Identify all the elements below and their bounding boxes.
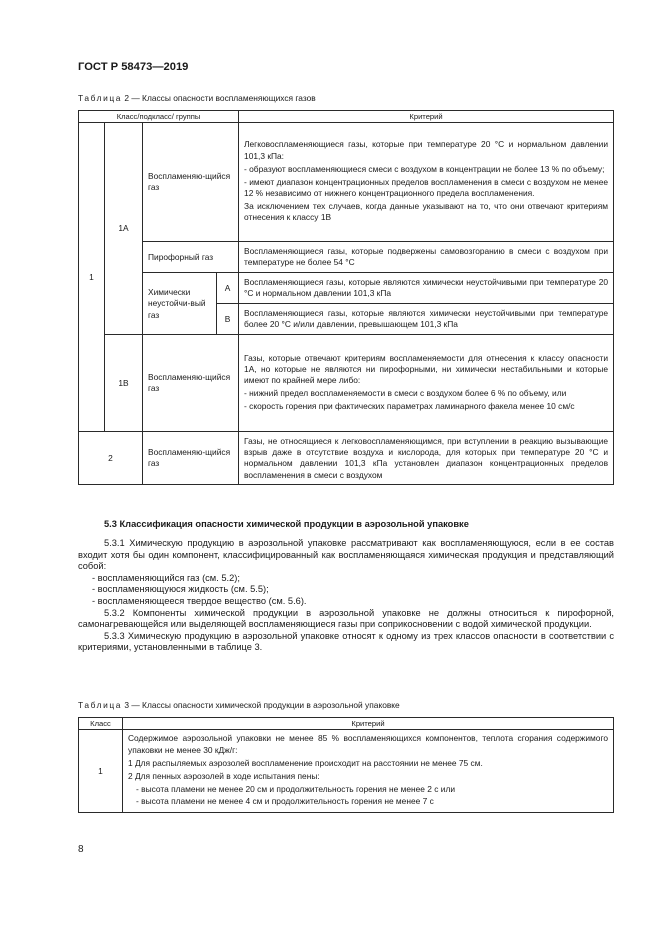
criterion-1a-line: - имеют диапазон концентрационных пределов воспламенения в смеси с воздухом не менее 12 % независимо от нижнего концентрационного предела воспламенения.: [244, 176, 609, 199]
table2-caption: [78, 93, 316, 103]
table3-caption-label: Таблица: [78, 700, 123, 710]
group-flammable-1a-cell: Воспламеняю-щийся газ: [143, 123, 239, 242]
page-number: 8: [78, 844, 84, 855]
criterion-1a-line: Легковоспламеняющиеся газы, которые при температуре 20 °С и нормальном давлении 101,3 кПа:: [244, 139, 609, 161]
section-heading: 5.3 Классификация опасности химической продукции в аэрозольной упаковке: [104, 519, 469, 529]
table2-header-criterion: Критерий: [239, 111, 614, 123]
criterion-1b-line: Газы, которые отвечают критериям воспламеняемости для отнесения к классу опасности 1А, но которые не являются ни пирофорными, ни химически нестабильными и которые имеют по крайней мере либо:: [244, 352, 609, 386]
section-body: [78, 538, 614, 654]
group-unstable-cell: Химически неустойчи-вый газ: [143, 273, 217, 335]
table3: [78, 717, 614, 813]
unstable-b-cell: В: [217, 304, 239, 335]
criterion-pyrophoric-cell: Воспламеняющиеся газы, которые подвержены самовозгоранию в смеси с воздухом при температуре не более 54 °С: [239, 242, 614, 273]
table2-caption-text: 2 — Классы опасности воспламеняющихся газов: [124, 93, 316, 103]
table3-criterion-line: - высота пламени не менее 4 см и продолжительность горения не менее 7 с: [136, 796, 434, 807]
list-item: - воспламеняющееся твердое вещество (см. 5.6).: [92, 595, 307, 606]
table-row: [79, 335, 614, 432]
table-row: [79, 432, 614, 485]
subclass-1a-cell: 1А: [105, 123, 143, 335]
criterion-1a-cell: [239, 123, 614, 242]
class-1-cell: 1: [79, 123, 105, 432]
table3-caption: [78, 700, 400, 710]
paragraph-5-3-2: 5.3.2 Компоненты химической продукции в аэрозольной упаковке не должны относиться к пирофорной, самонагревающейся или выделяющей воспламеняющиеся газы при соприкосновении с водой химической продукции.: [78, 607, 614, 630]
table3-caption-text: 3 — Классы опасности химической продукции в аэрозольной упаковке: [124, 700, 400, 710]
table3-criterion-line: - высота пламени не менее 20 см и продолжительность горения не менее 2 с или: [136, 783, 456, 794]
group-pyrophoric-cell: Пирофорный газ: [143, 242, 239, 273]
criterion-1b-cell: [239, 335, 614, 432]
table3-header-class: Класс: [79, 718, 123, 730]
paragraph-5-3-3: 5.3.3 Химическую продукцию в аэрозольной упаковке относят к одному из трех классов опасности в соответствии с критериями, установленными в таблице 3.: [78, 630, 614, 653]
table3-header-criterion: Критерий: [123, 718, 614, 730]
table3-criterion-line: 2 Для пенных аэрозолей в ходе испытания пены:: [128, 770, 320, 781]
table3-criterion-line: Содержимое аэрозольной упаковки не менее 85 % воспламеняющихся компонентов, теплота сгорания содержимого упаковки не менее 30 кДж/г:: [128, 733, 608, 755]
paragraph-5-3-1: 5.3.1 Химическую продукцию в аэрозольной упаковке рассматривают как воспламеняющуюся, если в ее состав входит хотя бы один компонент, классифицированный как воспламеняющаяся химическая продукция и представляющий собой:: [78, 538, 614, 572]
table3-class-1-cell: 1: [79, 730, 123, 813]
class-2-cell: 2: [79, 432, 143, 485]
table2-header-class: Класс/подкласс/ группы: [79, 111, 239, 123]
criterion-1a-line: За исключением тех случаев, когда данные указывают на то, что они отвечают критериям отнесения к классу 1В: [244, 201, 609, 223]
criterion-1b-line: - скорость горения при фактических параметрах ламинарного факела менее 10 см/с: [244, 401, 575, 412]
group-flammable-1b-cell: Воспламеняю-щийся газ: [143, 335, 239, 432]
group-flammable-2-cell: Воспламеняю-щийся газ: [143, 432, 239, 485]
table2-header-row: [79, 111, 614, 123]
table3-criterion-cell: [123, 730, 614, 813]
subclass-1b-cell: 1В: [105, 335, 143, 432]
table2: [78, 110, 614, 485]
unstable-a-cell: А: [217, 273, 239, 304]
list-item: - воспламеняющийся газ (см. 5.2);: [92, 572, 240, 583]
table-row: [79, 273, 614, 304]
table2-caption-label: Таблица: [78, 93, 123, 103]
criterion-unstable-b-cell: Воспламеняющиеся газы, которые являются химически неустойчивыми при температуре более 20 °С и/или давлении, превышающем 101,3 кПа: [239, 304, 614, 335]
table-row: [79, 730, 614, 813]
criterion-2-cell: Газы, не относящиеся к легковоспламеняющимся, при вступлении в реакцию вызывающие взрыв даже в отсутствие воздуха и кислорода, для которых при температуре 20 °С и нормальном давлении 101,3 кПа установлен диапазон концентрационных пределов воспламенения в смеси с воздухом: [239, 432, 614, 485]
criterion-1a-line: - образуют воспламеняющиеся смеси с воздухом в концентрации не более 13 % по объему;: [244, 163, 605, 174]
table3-header-row: [79, 718, 614, 730]
list-item: - воспламеняющуюся жидкость (см. 5.5);: [92, 584, 269, 595]
document-title: ГОСТ Р 58473—2019: [78, 61, 189, 73]
criterion-unstable-a-cell: Воспламеняющиеся газы, которые являются химически неустойчивыми при температуре 20 °С и нормальном давлении 101,3 кПа: [239, 273, 614, 304]
table-row: [79, 123, 614, 242]
table-row: [79, 242, 614, 273]
criterion-1b-line: - нижний предел воспламеняемости в смеси с воздухом более 6 % по объему, или: [244, 388, 567, 399]
table3-criterion-line: 1 Для распыляемых аэрозолей воспламенение происходит на расстоянии не менее 75 см.: [128, 757, 483, 768]
